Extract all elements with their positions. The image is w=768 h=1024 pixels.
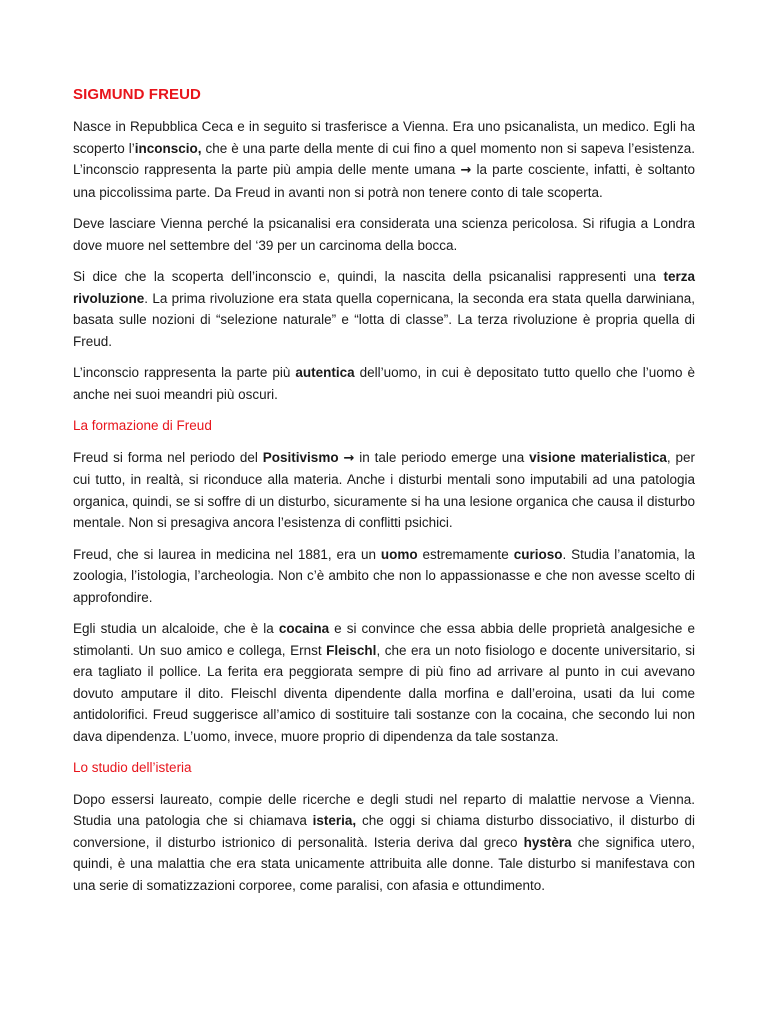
paragraph-rivoluzione [73, 266, 695, 352]
paragraph-curioso [73, 544, 695, 609]
text-run: che oggi si chiama disturbo dissociativo, il disturbo di conversione, il disturbo istrionico di personalità. Isteria deriva dal greco [73, 813, 695, 850]
bold-term-isteria: isteria, [312, 813, 357, 828]
bold-term-hystera: hystèra [523, 834, 572, 850]
document-title: SIGMUND FREUD [73, 86, 201, 103]
text-run: Freud si forma nel periodo del [73, 449, 263, 465]
text-run: che è una parte della mente di cui fino a quel momento non si sapeva l’esistenza. L’inconscio rappresenta la parte più ampia delle mente umana [73, 140, 695, 177]
paragraph-cocaina [73, 618, 695, 747]
text-run: la parte cosciente, infatti, è soltanto una piccolissima parte. Da Freud in avanti non si potrà non tenere conto di tale scoperta. [73, 162, 696, 200]
text-run: Egli studia un alcaloide, che è la [73, 621, 279, 636]
text-run: e si convince che essa abbia delle proprietà analgesiche e stimolanti. Un suo amico e collega, Ernst [73, 621, 695, 658]
text-run: Nasce in Repubblica Ceca e in seguito si trasferisce a Vienna. Era uno psicanalista, un medico. Egli ha scoperto l’ [73, 119, 695, 156]
bold-term-inconscio: inconscio, [134, 140, 202, 156]
bold-term-autentica: autentica [295, 365, 355, 380]
text-run: . Studia l’anatomia, la zoologia, l’istologia, l’archeologia. Non c’è ambito che non lo appassionasse e che non avesse scelto di approfondire. [73, 546, 695, 605]
paragraph-positivismo [73, 447, 695, 534]
paragraph-autentica [73, 362, 695, 405]
text-run: che significa utero, quindi, è una malattia che era stata unicamente attribuita alle donne. Tale disturbo si manifestava con una serie di somatizzazioni corporee, come paralisi, con afasia e ottundimento. [73, 834, 696, 893]
section-heading-isteria: Lo studio dell’isteria [73, 760, 192, 775]
bold-term-curioso: curioso [513, 546, 563, 562]
text-run: . La prima rivoluzione era stata quella copernicana, la seconda era stata quella darwiniana, basata sulle nozioni di “selezione naturale” e “lotta di classe”. La terza rivoluzione è propria quella di Freud. [73, 290, 695, 349]
document-page [73, 84, 695, 906]
bold-term-cocaina: cocaina [278, 621, 330, 636]
paragraph-intro [73, 116, 695, 203]
text-run: , per cui tutto, in realtà, si riconduce alla materia. Anche i disturbi mentali sono imputabili ad una patologia organica, quindi, se si soffre di un disturbo, sicuramente si ha una lesione organica che causa il disturbo mentale. Non si presagiva ancora l’esistenza di conflitti psichici. [73, 449, 695, 530]
text-run: , che era un noto fisiologo e docente universitario, si era tagliato il pollice. La ferita era peggiorata sempre di più fino ad arrivare al punto in cui avevano dovuto amputare il dito. Fleischl diventa dipendente dalla morfina e dall’eroina, usati da lui come antidolorifici. Freud suggerisce all’amico di sostituire tali sostanze con la cocaina, che secondo lui non dava dipendenza. L’uomo, invece, muore proprio di dipendenza da tale sostanza. [73, 642, 696, 744]
text-run: Si dice che la scoperta dell’inconscio e, quindi, la nascita della psicanalisi rappresenti una [73, 269, 664, 284]
bold-term-fleischl: Fleischl [326, 642, 377, 658]
bold-term-visione-materialistica: visione materialistica [529, 449, 667, 465]
paragraph-vienna: Deve lasciare Vienna perché la psicanalisi era considerata una scienza pericolosa. Si rifugia a Londra dove muore nel settembre del ‘39 per un carcinoma della bocca. [73, 216, 695, 253]
arrow-right-icon: → [343, 450, 355, 466]
arrow-right-icon: → [460, 163, 472, 178]
text-run: Dopo essersi laureato, compie delle ricerche e degli studi nel reparto di malattie nervose a Vienna. Studia una patologia che si chiamava [73, 791, 695, 828]
text-run: estremamente [417, 546, 514, 562]
paragraph-isteria [73, 789, 695, 897]
text-run: in tale periodo emerge una [354, 449, 530, 465]
bold-term-terza-rivoluzione: terza rivoluzione [73, 269, 695, 306]
section-heading-formazione: La formazione di Freud [73, 418, 212, 433]
bold-term-positivismo: Positivismo [262, 449, 339, 465]
bold-term-uomo: uomo [380, 546, 418, 562]
text-run: dell’uomo, in cui è depositato tutto quello che l’uomo è anche nei suoi meandri più oscuri. [73, 365, 695, 402]
text-run: Freud, che si laurea in medicina nel 1881, era un [73, 546, 381, 562]
text-run: L’inconscio rappresenta la parte più [73, 365, 296, 380]
